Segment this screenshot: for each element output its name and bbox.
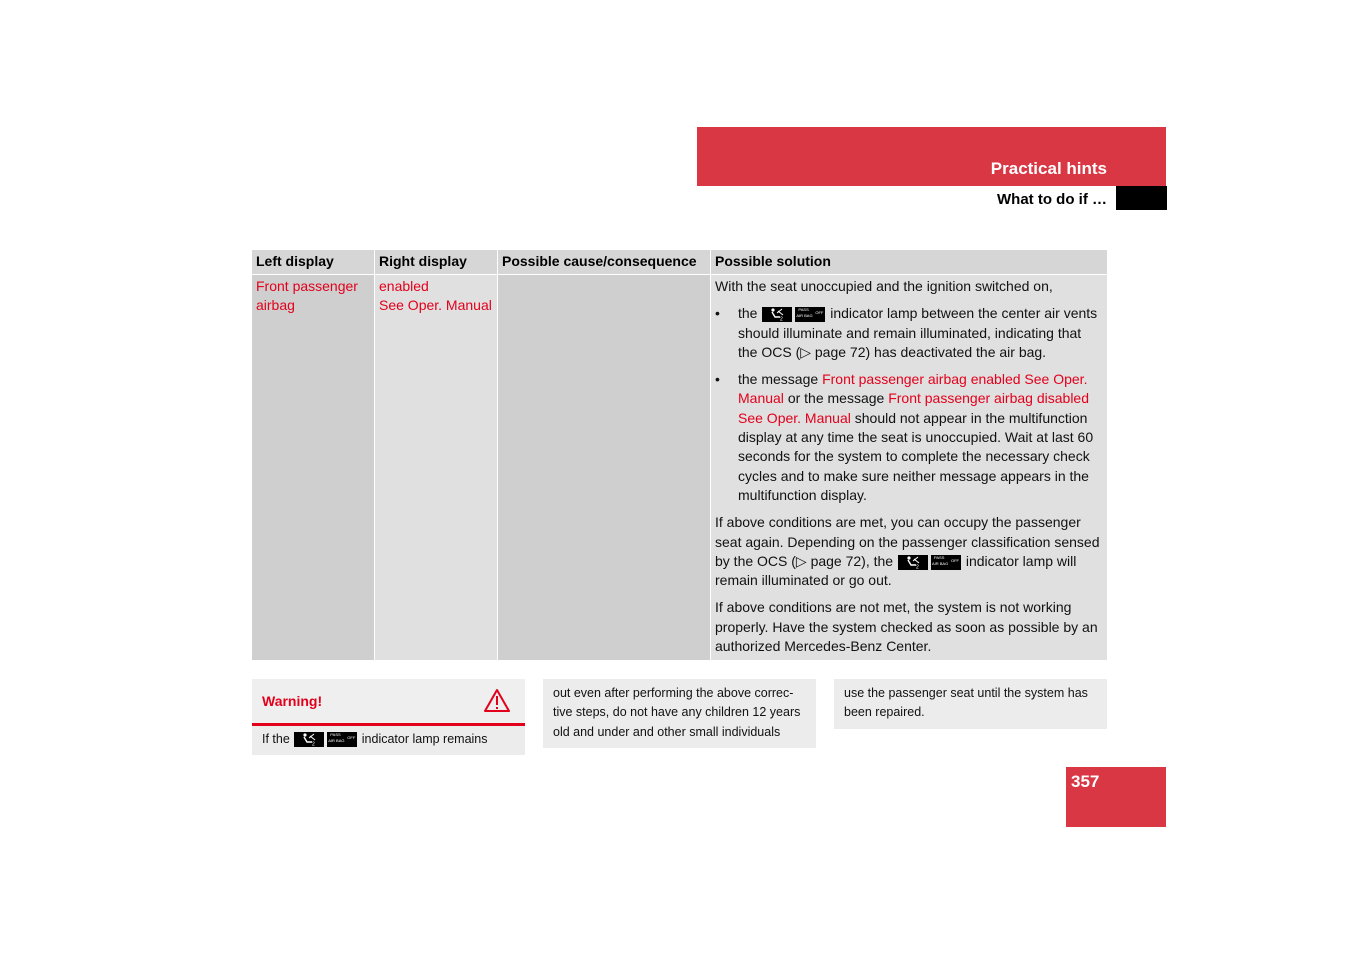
right-display-line1: enabled [379,278,429,294]
section-title: Practical hints [990,159,1107,178]
svg-text:2: 2 [780,316,784,322]
display-message-enabled: Front passenger airbag enabled See Oper. Manual [738,371,1088,407]
bullet-glyph: • [715,371,720,388]
header-right-display: Right display [375,250,497,275]
solution-bullets [715,304,1102,505]
svg-text:2: 2 [312,741,316,747]
right-display-line2: See Oper. Manual [379,297,492,313]
solution-paragraph-2: If above conditions are met, you can occupy the passenger seat again. Depending on the passenger classification sensed by the OCS (▷ page 72), the 2 PASS AIR BAG OFF indicator lamp will remain illuminated or go out. [715,514,1100,589]
airbag-off-indicator-icon: 2 PASS AIR BAG OFF [898,555,961,570]
warning-box [252,679,525,755]
warning-triangle-icon [483,688,511,713]
svg-text:2: 2 [915,564,919,569]
display-message-disabled: Front passenger airbag disabled See Oper. Manual [738,390,1089,426]
warning-text: If the 2 PASS AIR BAG OFF indicator lamp remains [262,732,488,747]
left-display-message: Front passenger airbag [256,278,358,313]
header-tab-marker [1116,186,1167,210]
solution-intro: With the seat unoccupied and the ignition switched on, [715,278,1053,294]
cause-column [498,250,710,660]
warning-continuation-box [543,679,816,748]
airbag-off-indicator-icon: 2 PASS AIR BAG OFF [294,732,357,747]
warning-continuation-box-2 [834,679,1107,729]
troubleshooting-table [252,250,1107,660]
warning-header [252,679,525,726]
solution-bullet-1: • the 2 PASS AIR BAG OFF indicator lamp between the center air vents should illuminate and remain illuminated, indicating that the OCS (▷ page 72) has deactivated the air bag. [715,305,1098,360]
header-possible-solution: Possible solution [711,250,1107,275]
header-left-display: Left display [252,250,374,275]
solution-paragraph-3: If above conditions are not met, the system is not working properly. Have the system checked as soon as possible by an authorized Mercedes-Benz Center. [715,599,1098,655]
page-number: 357 [1071,772,1100,791]
warning-continuation-text-2: use the passenger seat until the system has been repaired. [844,686,1088,720]
subsection-title: What to do if … [997,191,1107,208]
solution-text [711,277,1107,664]
airbag-off-indicator-icon: 2 PASS AIR BAG OFF [762,307,825,322]
bullet-glyph: • [715,305,720,322]
solution-bullet-2: • the message Front passenger airbag enabled See Oper. Manual or the message Front passenger airbag disabled See Oper. Manual should not appear in the multifunction display at any time the seat is unoccupied. Wait at last 60 seconds for the system to complete the necessary check cycles and to make sure neither message appears in the multifunction display. [715,371,1094,503]
warning-title: Warning! [262,693,323,709]
right-display-message [375,277,499,315]
warning-continuation-text: out even after performing the above correc-tive steps, do not have any children 12 years old and under and other small individuals [553,686,801,739]
header-possible-cause: Possible cause/consequence [498,250,710,275]
